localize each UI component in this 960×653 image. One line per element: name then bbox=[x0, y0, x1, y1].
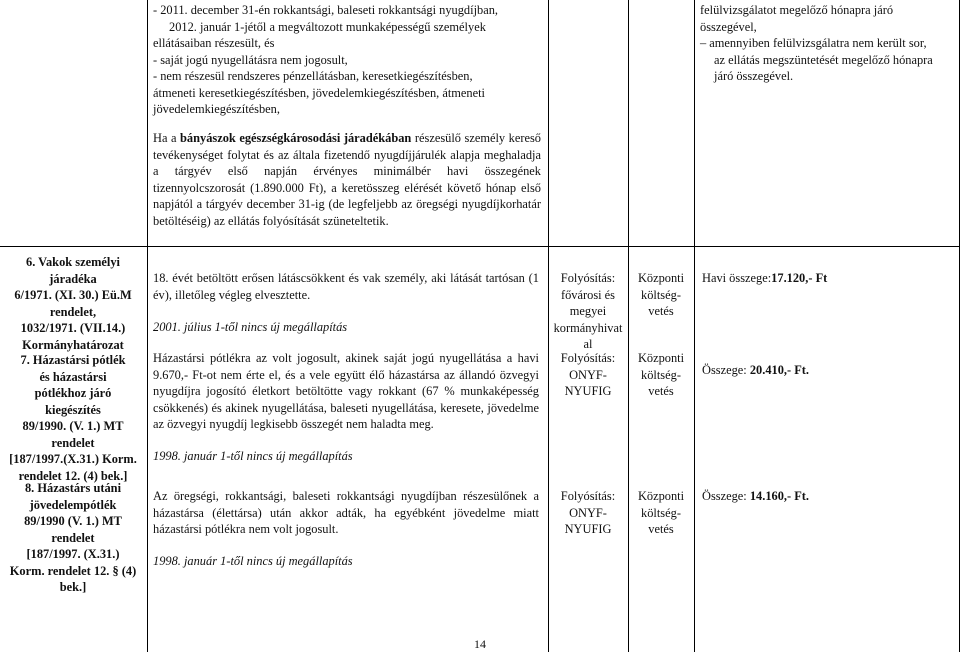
no-new-award-note-7: 1998. január 1-től nincs új megállapítás bbox=[153, 449, 353, 463]
legal-reference-8: 89/1990 (V. 1.) MT rendelet [187/1997. (X.31.) Korm. rendelet 12. § (4) bek.] bbox=[9, 514, 137, 594]
review-line: felülvizsgálatot megelőző hónapra járó bbox=[700, 3, 894, 17]
grid-line bbox=[0, 246, 960, 247]
amount-value: 20.410,- Ft. bbox=[749, 363, 810, 377]
bold-phrase: bányászok egészségkárosodási járadékában bbox=[180, 131, 412, 145]
review-line: összegével, bbox=[700, 19, 757, 34]
grid-line bbox=[694, 0, 695, 652]
amount-8: Összege: 14.160,- Ft. bbox=[702, 489, 810, 503]
review-line: járó összegével. bbox=[714, 69, 794, 83]
grid-line bbox=[147, 0, 148, 652]
funding-8: Központi költség- vetés bbox=[637, 489, 685, 536]
amount-value: 14.160,- Ft. bbox=[749, 489, 810, 503]
continuation-line: jövedelemkiegészítésben, bbox=[153, 102, 280, 116]
legal-reference-6: 6/1971. (XI. 30.) Eü.M rendelet, 1032/1971. (VII.14.) Kormányhatározat bbox=[14, 288, 132, 352]
no-new-award-note-6: 2001. július 1-től nincs új megállapítás bbox=[153, 320, 348, 334]
amount-7: Összege: 20.410,- Ft. bbox=[702, 363, 810, 377]
funding-6: Központi költség- vetés bbox=[637, 271, 685, 318]
continuation-line: átmeneti keresetkiegészítésben, jövedelemkiegészítésben, átmeneti bbox=[153, 85, 486, 100]
legal-reference-7: 89/1990. (V. 1.) MT rendelet [187/1997.(X.31.) Korm. rendelet 12. (4) bek.] bbox=[9, 419, 137, 483]
review-text bbox=[700, 2, 955, 85]
continuation-line: - saját jogú nyugellátásra nem jogosult, bbox=[153, 52, 348, 67]
payer-6: Folyósítás: fővárosi és megyei kormányhivat al bbox=[553, 271, 623, 351]
benefit-title-7: 7. Házastársi pótlék és házastársi pótlékhoz járó kiegészítés bbox=[20, 353, 126, 417]
review-line: – amennyiben felülvizsgálatra nem került sor, bbox=[700, 36, 927, 50]
funding-7: Központi költség- vetés bbox=[637, 351, 685, 398]
payer-7: Folyósítás: ONYF- NYUFIG bbox=[560, 351, 616, 398]
continuation-line: - nem részesül rendszeres pénzellátásban, keresetkiegészítésben, bbox=[153, 69, 473, 83]
continuation-text bbox=[153, 2, 541, 118]
payer-8: Folyósítás: ONYF- NYUFIG bbox=[560, 489, 616, 536]
page-number: 14 bbox=[474, 637, 486, 651]
mining-allowance-paragraph: Ha a bányászok egészségkárosodási járadékában részesülő személy kereső tevékenységet folytat és az általa fizetendő nyugdíjjárulék alapja meghaladja a tárgyév első napján érvényes minimálbér havi összegének tizennyolcszorosát (1.890.000 Ft), a keretösszeg elérését követő hónap első napjától a tárgyév december 31-ig (de legfeljebb az öregségi nyugdíjkorhatár betöltéséig) az ellátás folyósítását szüneteltetik. bbox=[153, 131, 541, 228]
review-line: az ellátás megszüntetését megelőző hónapra bbox=[714, 52, 933, 67]
grid-line bbox=[628, 0, 629, 652]
no-new-award-note-8: 1998. január 1-től nincs új megállapítás bbox=[153, 554, 353, 568]
benefit-description-6: 18. évét betöltött erősen látáscsökkent és vak személy, aki látását tartósan (1 év), illetőleg végleg elvesztette. bbox=[153, 271, 539, 302]
amount-6: Havi összege:17.120,- Ft bbox=[702, 271, 828, 285]
continuation-line: ellátásaiban részesült, és bbox=[153, 36, 275, 50]
continuation-line: 2012. január 1-jétől a megváltozott munkaképességű személyek bbox=[169, 19, 486, 34]
benefit-description-8: Az öregségi, rokkantsági, baleseti rokkantsági nyugdíjban részesülőnek a házastársa (élettársa) után akkor adták, ha egyébként jövedelme miatt házastársi pótlékra nem volt jogosult. bbox=[153, 489, 539, 536]
amount-value: 17.120,- Ft bbox=[771, 271, 828, 285]
benefit-title-8: 8. Házastárs utáni jövedelempótlék bbox=[24, 481, 122, 512]
benefit-title-6: 6. Vakok személyi járadéka bbox=[26, 255, 120, 286]
continuation-line: - 2011. december 31-én rokkantsági, baleseti rokkantsági nyugdíjban, bbox=[153, 3, 499, 17]
benefit-description-7: Házastársi pótlékra az volt jogosult, akinek saját jogú nyugellátása a havi 9.670,- Ft-ot nem érte el, és a vele együtt élő házastársa az állandó özvegyi nyugdíjra jogosító életkort betöltötte vagy rokkant (67 % munkaképesség csökkenés) és akinek nyugellátása, baleseti nyugellátása, keresete, jövedelme az özvegyi nyugdíj legkisebb összegét nem haladta meg. bbox=[153, 351, 539, 431]
